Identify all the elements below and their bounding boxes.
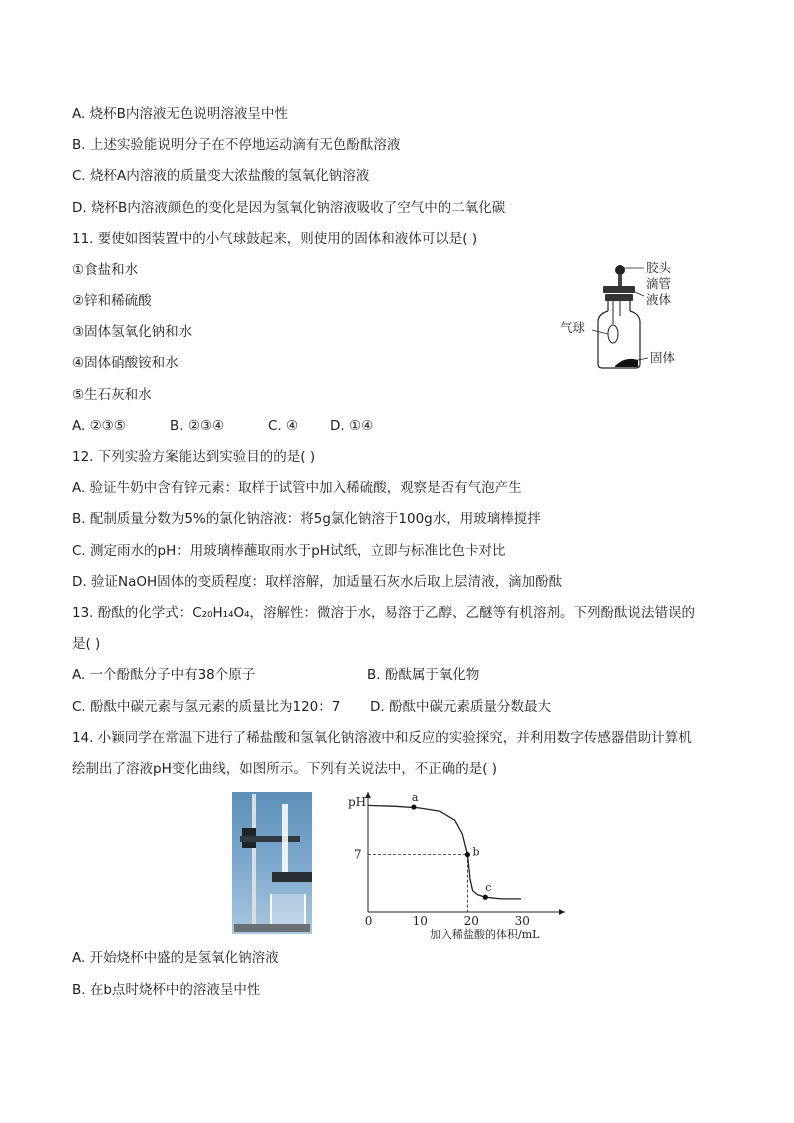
- q11-label-solid: 固体: [650, 350, 676, 365]
- point-label-c: c: [485, 881, 492, 895]
- q11-option-d: D. ①④: [330, 418, 374, 434]
- y-tick-label: 7: [354, 847, 362, 862]
- q11-stem: 11. 要使如图装置中的小气球鼓起来，则使用的固体和液体可以是( ): [72, 231, 478, 247]
- q11-apparatus-figure: [560, 256, 700, 376]
- x-tick-label: 10: [412, 914, 428, 928]
- q13-option-c: C. 酚酞中碳元素与氢元素的质量比为120：7: [72, 699, 341, 715]
- q13-stem-line1: 13. 酚酞的化学式：C₂₀H₁₄O₄，溶解性：微溶于水，易溶于乙醇、乙醚等有机溶剂。下列酚酞说法错误的: [72, 605, 696, 621]
- q12-option-c: C. 测定雨水的pH：用玻璃棒蘸取雨水于pH试纸，立即与标准比色卡对比: [72, 543, 506, 559]
- point-label-a: a: [411, 791, 419, 805]
- q11-label-liquid: 液体: [646, 292, 672, 307]
- x-axis-label: 加入稀盐酸的体积/mL: [430, 928, 540, 941]
- q12-option-b: B. 配制质量分数为5%的氯化钠溶液：将5g氯化钠溶于100g水，用玻璃棒搅拌: [72, 511, 541, 527]
- point-label-b: b: [472, 845, 480, 859]
- q11-item-1: ①食盐和水: [72, 262, 139, 278]
- q11-label-balloon: 气球: [560, 320, 586, 335]
- q13-option-b: B. 酚酞属于氧化物: [367, 667, 480, 683]
- q12-option-d: D. 验证NaOH固体的变质程度：取样溶解，加适量石灰水后取上层清液，滴加酚酞: [72, 574, 563, 590]
- q11-label-dropper-1: 胶头: [646, 260, 672, 275]
- point-a: [411, 804, 416, 809]
- x-tick-label: 0: [364, 914, 373, 928]
- q11-option-a: A. ②③⑤: [72, 418, 126, 434]
- point-b: [465, 852, 470, 857]
- q12-option-a: A. 验证牛奶中含有锌元素：取样于试管中加入稀硫酸，观察是否有气泡产生: [72, 480, 522, 496]
- point-c: [483, 895, 488, 900]
- q14-option-b: B. 在b点时烧杯中的溶液呈中性: [72, 982, 261, 998]
- q10-option-b: B. 上述实验能说明分子在不停地运动滴有无色酚酞溶液: [72, 137, 401, 153]
- q13-stem-line2: 是( ): [72, 636, 101, 652]
- ph-curve-chart: [340, 784, 580, 944]
- q13-option-a: A. 一个酚酞分子中有38个原子: [72, 667, 256, 683]
- q14-stem-line2: 绘制出了溶液pH变化曲线，如图所示。下列有关说法中，不正确的是( ): [72, 761, 498, 777]
- x-tick-label: 20: [463, 914, 479, 928]
- x-axis-arrow: [559, 909, 565, 915]
- q11-label-dropper-2: 滴管: [646, 276, 672, 291]
- ph-curve-line: [368, 805, 521, 899]
- y-axis-label: pH: [348, 795, 367, 809]
- q11-item-5: ⑤生石灰和水: [72, 387, 152, 403]
- q11-item-4: ④固体硝酸铵和水: [72, 355, 179, 371]
- q10-option-d: D. 烧杯B内溶液颜色的变化是因为氢氧化钠溶液吸收了空气中的二氧化碳: [72, 200, 506, 216]
- x-tick-label: 30: [514, 914, 530, 928]
- q11-option-b: B. ②③④: [170, 418, 225, 434]
- q14-stem-line1: 14. 小颖同学在常温下进行了稀盐酸和氢氧化钠溶液中和反应的实验探究，并利用数字传感器借助计算机: [72, 730, 692, 746]
- q13-option-d: D. 酚酞中碳元素质量分数最大: [370, 699, 551, 715]
- titration-apparatus-photo: [232, 792, 312, 934]
- q10-option-c: C. 烧杯A内溶液的质量变大浓盐酸的氢氧化钠溶液: [72, 168, 370, 184]
- q11-item-2: ②锌和稀硫酸: [72, 293, 152, 309]
- q14-option-a: A. 开始烧杯中盛的是氢氧化钠溶液: [72, 950, 279, 966]
- q12-stem: 12. 下列实验方案能达到实验目的的是( ): [72, 449, 316, 465]
- q11-option-c: C. ④: [268, 418, 299, 434]
- q10-option-a: A. 烧杯B内溶液无色说明溶液呈中性: [72, 106, 288, 122]
- q11-item-3: ③固体氢氧化钠和水: [72, 324, 193, 340]
